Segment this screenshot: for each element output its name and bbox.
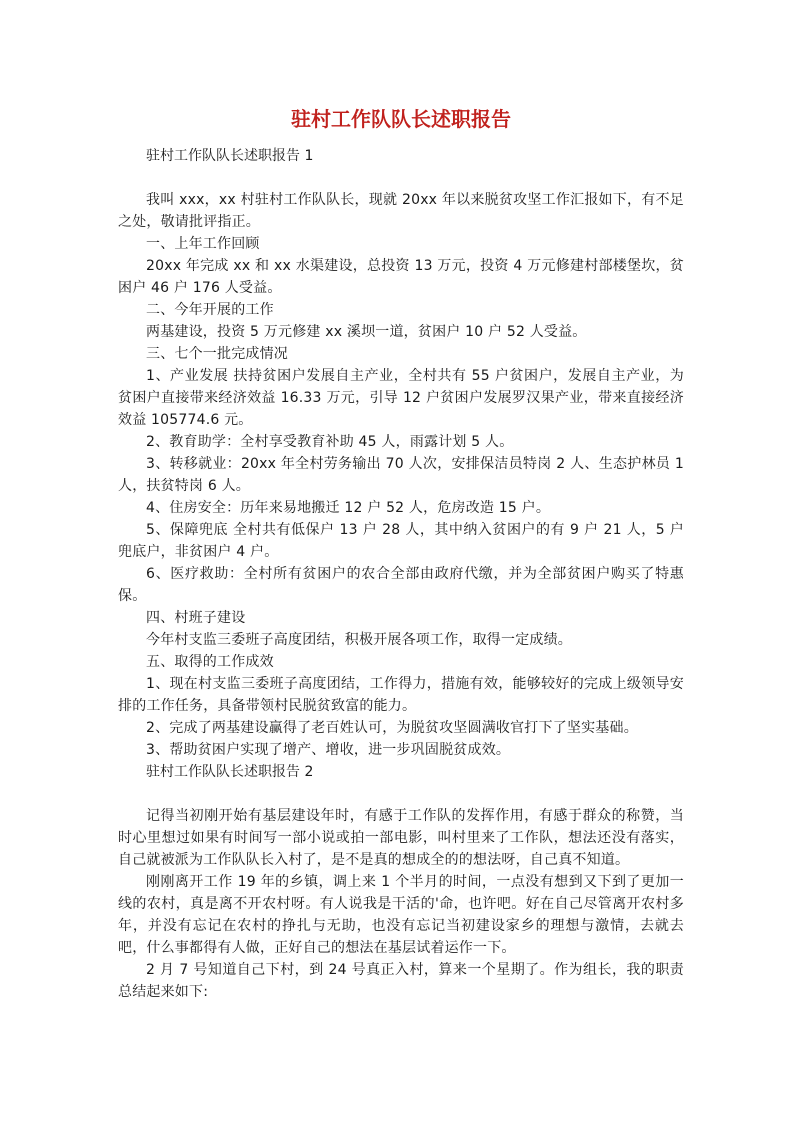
- report1-heading: 驻村工作队队长述职报告 1: [146, 148, 314, 164]
- section-heading: 五、取得的工作成效: [146, 654, 274, 670]
- section-heading: 四、村班子建设: [146, 610, 246, 626]
- blank-line: [118, 167, 684, 189]
- paragraph: 今年村支监三委班子高度团结，积极开展各项工作，取得一定成绩。: [146, 632, 572, 648]
- document-page: [118, 104, 684, 1003]
- document-title: 驻村工作队队长述职报告: [291, 107, 511, 131]
- section-heading: 三、七个一批完成情况: [146, 346, 288, 362]
- report2-heading: 驻村工作队队长述职报告 2: [146, 764, 314, 780]
- paragraph: 2、教育助学：全村享受教育补助 45 人，雨露计划 5 人。: [146, 434, 514, 450]
- paragraph: 2 月 7 号知道自己下村，到 24 号真正入村，算来一个星期了。作为组长，我的职责总结起来如下:: [118, 962, 684, 1000]
- paragraph: 两基建设，投资 5 万元修建 xx 溪坝一道，贫困户 10 户 52 人受益。: [146, 324, 587, 340]
- paragraph: 3、转移就业：20xx 年全村劳务输出 70 人次，安排保洁员特岗 2 人、生态护林员 1 人，扶贫特岗 6 人。: [118, 456, 684, 494]
- paragraph: 我叫 xxx，xx 村驻村工作队队长，现就 20xx 年以来脱贫攻坚工作汇报如下，有不足之处，敬请批评指正。: [118, 192, 684, 230]
- paragraph: 刚刚离开工作 19 年的乡镇，调上来 1 个半月的时间，一点没有想到又下到了更加一线的农村，真是离不开农村呀。有人说我是干活的'命，也许吧。好在自己尽管离开农村多年，并没有忘记在农村的挣扎与无助，也没有忘记当初建设家乡的理想与激情，去就去吧，什么事都得有人做，正好自己的想法在基层试着运作一下。: [118, 874, 684, 956]
- paragraph: 20xx 年完成 xx 和 xx 水渠建设，总投资 13 万元，投资 4 万元修建村部楼堡坎，贫困户 46 户 176 人受益。: [118, 258, 684, 296]
- paragraph: 3、帮助贫困户实现了增产、增收，进一步巩固脱贫成效。: [146, 742, 511, 758]
- paragraph: 6、医疗救助：全村所有贫困户的农合全部由政府代缴，并为全部贫困户购买了特惠保。: [118, 566, 684, 604]
- blank-line: [118, 783, 684, 805]
- section-heading: 一、上年工作回顾: [146, 236, 260, 252]
- paragraph: 5、保障兜底 全村共有低保户 13 户 28 人，其中纳入贫困户的有 9 户 21 人，5 户兜底户，非贫困户 4 户。: [118, 522, 684, 560]
- paragraph: 1、现在村支监三委班子高度团结，工作得力，措施有效，能够较好的完成上级领导安排的工作任务，具备带领村民脱贫致富的能力。: [118, 676, 684, 714]
- paragraph: 4、住房安全：历年来易地搬迁 12 户 52 人，危房改造 15 户。: [146, 500, 551, 516]
- paragraph: 2、完成了两基建设赢得了老百姓认可，为脱贫攻坚圆满收官打下了坚实基础。: [146, 720, 638, 736]
- paragraph: 1、产业发展 扶持贫困户发展自主产业，全村共有 55 户贫困户，发展自主产业，为贫困户直接带来经济效益 16.33 万元，引导 12 户贫困户发展罗汉果产业，带来直接经济效益 105774.6 元。: [118, 368, 684, 428]
- paragraph: 记得当初刚开始有基层建设年时，有感于工作队的发挥作用，有感于群众的称赞，当时心里想过如果有时间写一部小说或拍一部电影，叫村里来了工作队，想法还没有落实，自己就被派为工作队队长入村了，是不是真的想成全的的想法呀，自己真不知道。: [118, 808, 684, 868]
- section-heading: 二、今年开展的工作: [146, 302, 274, 318]
